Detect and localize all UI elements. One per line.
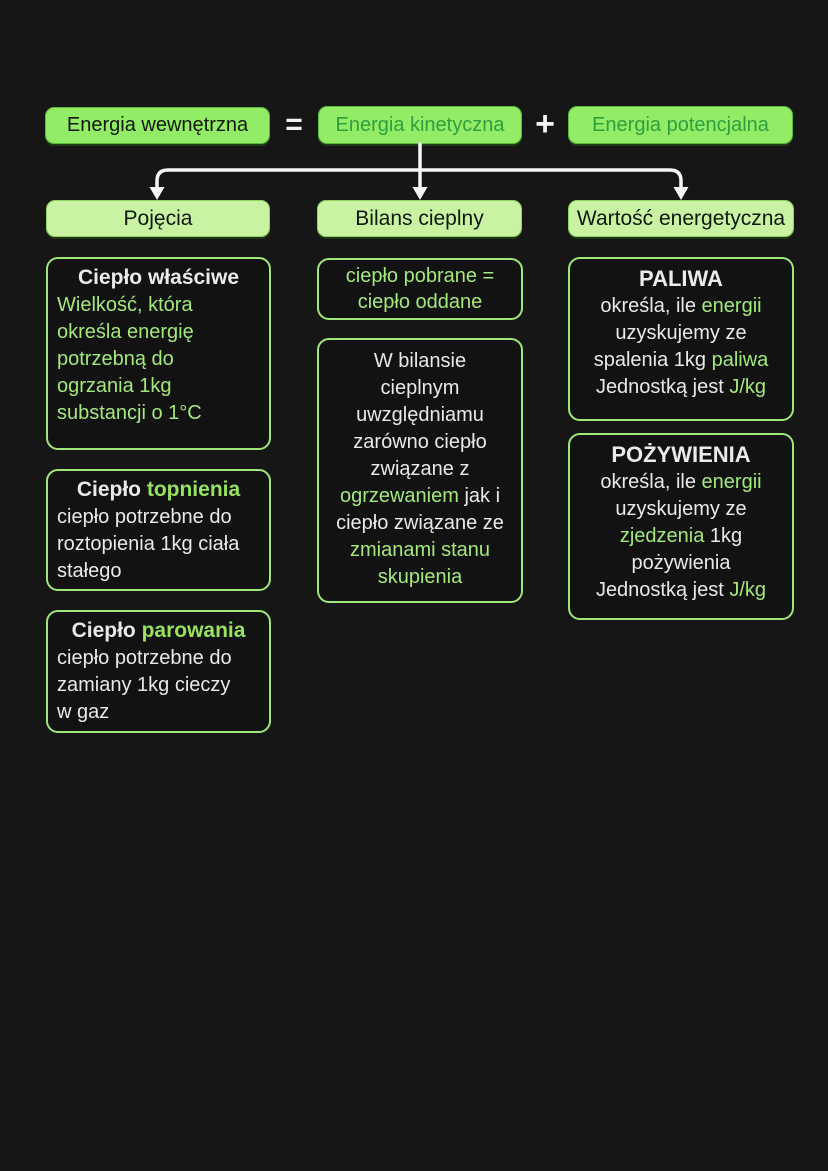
text-line: uwzględniamu (356, 404, 484, 426)
text-line: stałego (57, 560, 122, 582)
text-segment-green: energii (701, 295, 762, 317)
node-kinetic-energy (318, 106, 522, 144)
text-line (579, 469, 783, 496)
text-line (579, 523, 783, 550)
header-heat-balance (317, 200, 522, 237)
card-heat-of-vaporization-title (57, 617, 260, 645)
card-heat-balance-note (317, 338, 523, 603)
text-line: w gaz (57, 701, 110, 723)
text-line: związane z (370, 458, 470, 480)
title-word-white: Ciepło (71, 619, 136, 642)
text-segment-green: ogrzewaniem (339, 485, 459, 507)
text-line: uzyskujemy ze (615, 498, 747, 520)
card-specific-heat (46, 257, 271, 450)
text-line (328, 483, 512, 510)
text-segment-white: Jednostką jest (595, 579, 730, 601)
header-heat-balance-label: Bilans cieplny (355, 206, 484, 230)
node-kinetic-energy-label: Energia kinetyczna (335, 113, 505, 136)
header-energy-value (568, 200, 794, 237)
text-segment-white: określa, ile (600, 295, 702, 317)
text-line: określa energię (57, 321, 194, 343)
text-line: zamiany 1kg cieczy (57, 674, 231, 696)
text-segment-white: jak i (458, 485, 501, 507)
text-segment-green: J/kg (729, 376, 767, 398)
text-line: uzyskujemy ze (615, 322, 747, 344)
plus-sign: + (535, 104, 555, 143)
text-line: potrzebną do (57, 348, 174, 370)
text-line (579, 347, 783, 374)
text-line (579, 374, 783, 401)
header-concepts-label: Pojęcia (123, 206, 193, 230)
text-line: cieplnym (380, 377, 460, 399)
text-line (579, 293, 783, 320)
header-energy-value-label: Wartość energetyczna (576, 206, 786, 230)
text-line: pożywienia (631, 552, 731, 574)
text-line: skupienia (377, 566, 463, 588)
title-word-white: Ciepło (76, 478, 141, 501)
text-line: ciepło pobrane = (345, 265, 495, 287)
node-potential-energy-label: Energia potencjalna (592, 113, 769, 136)
title-word-green: topnienia (141, 478, 241, 501)
text-segment-white: spalenia 1kg (593, 349, 712, 371)
node-internal-energy-label: Energia wewnętrzna (66, 114, 249, 136)
text-segment-white: określa, ile (600, 471, 702, 493)
text-line: ogrzania 1kg (57, 375, 172, 397)
card-heat-of-vaporization (46, 610, 271, 733)
text-segment-green: zjedzenia (619, 525, 705, 547)
header-concepts (46, 200, 270, 237)
text-segment-white: 1kg (704, 525, 743, 547)
text-line: Wielkość, która (57, 294, 193, 316)
card-specific-heat-title: Ciepło właściwe (77, 266, 240, 289)
text-segment-white: Jednostką jest (595, 376, 730, 398)
card-food (568, 433, 794, 620)
text-line (579, 577, 783, 604)
card-food-title: POŻYWIENIA (611, 442, 751, 467)
equals-sign: = (285, 108, 303, 141)
text-line: ciepło związane ze (336, 512, 504, 534)
text-segment-green: paliwa (711, 349, 769, 371)
card-fuels-title: PALIWA (639, 266, 723, 291)
card-heat-of-melting-title (57, 476, 260, 504)
text-line: zarówno ciepło (353, 431, 487, 453)
text-line: substancji o 1°C (57, 402, 202, 424)
text-line: ciepło potrzebne do (57, 506, 232, 528)
text-line: ciepło potrzebne do (57, 647, 232, 669)
text-segment-green: J/kg (729, 579, 767, 601)
card-heat-balance-rule (317, 258, 523, 320)
text-line: ciepło oddane (357, 291, 483, 313)
text-line: zmianami stanu (349, 539, 491, 561)
node-potential-energy (568, 106, 793, 144)
title-word-green: parowania (135, 619, 246, 642)
card-heat-of-melting (46, 469, 271, 591)
text-line: roztopienia 1kg ciała (57, 533, 240, 555)
text-segment-green: energii (701, 471, 762, 493)
node-internal-energy (45, 107, 270, 144)
card-fuels (568, 257, 794, 421)
text-line: W bilansie (373, 350, 467, 372)
